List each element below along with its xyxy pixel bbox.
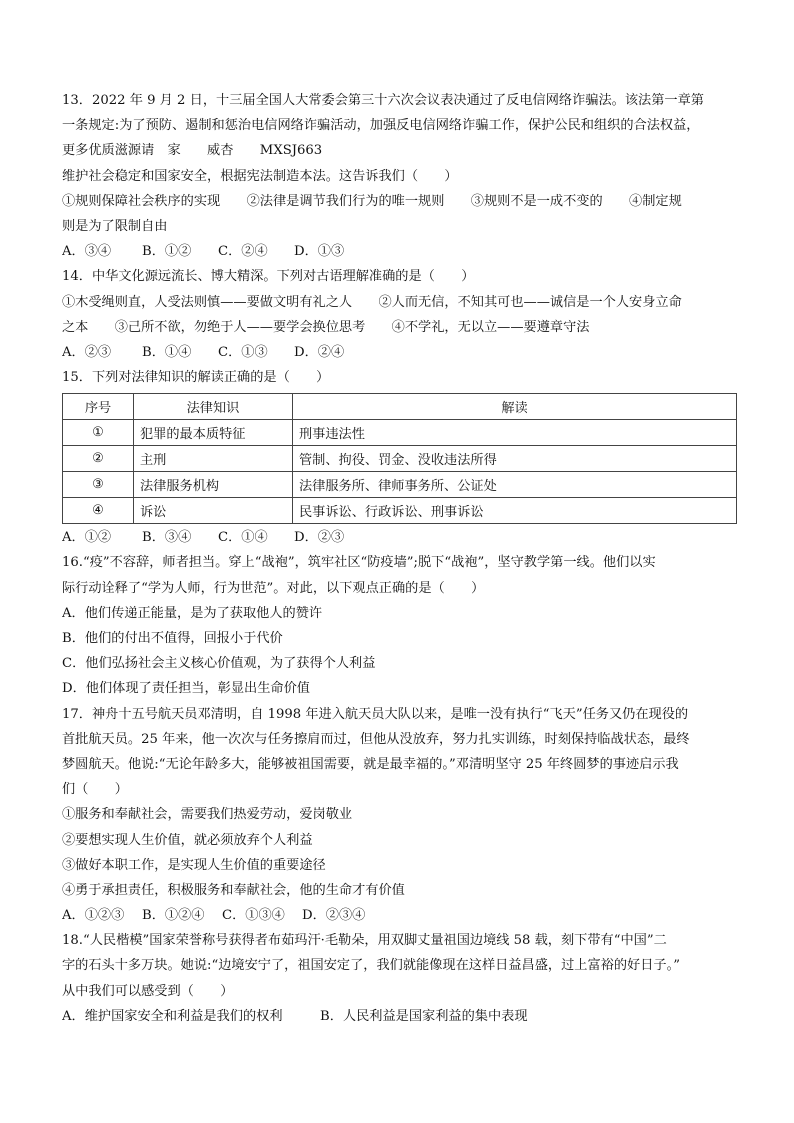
- q17-stem-line-1: 17．神舟十五号航天员邓清明，自 1998 年进入航天员大队以来，是唯一没有执行“飞天”任务又仍在现役的: [62, 706, 689, 722]
- q17-choice-d[interactable]: D．②③④: [302, 908, 366, 924]
- q14-choices: [62, 340, 737, 365]
- q15-choice-a[interactable]: A．①②: [62, 530, 112, 546]
- q15-choice-b[interactable]: B．③④: [142, 530, 192, 546]
- q13-choices: [62, 239, 737, 264]
- row-number: ④: [63, 498, 134, 524]
- q13-choice-d[interactable]: D．①③: [294, 244, 345, 260]
- table-row: [63, 498, 737, 524]
- q14-choice-d[interactable]: D．②④: [294, 344, 345, 360]
- row-number: ②: [63, 446, 134, 472]
- q14-options-line-2: 之本 ③己所不欲，勿绝于人——要学会换位思考 ④不学礼，无以立——要遵章守法: [62, 319, 590, 335]
- q15-choice-d[interactable]: D．②③: [294, 530, 345, 546]
- q16-choice-d[interactable]: D．他们体现了责任担当，彰显出生命价值: [62, 681, 310, 697]
- table-row: [63, 446, 737, 472]
- q13-stem-line-4: 维护社会稳定和国家安全，根据宪法制造本法。这告诉我们（ ）: [62, 168, 458, 184]
- q18-choice-a[interactable]: A．维护国家安全和利益是我们的权利: [62, 1008, 283, 1024]
- row-interpretation: 刑事违法性: [293, 420, 737, 446]
- q18-stem-line-3: 从中我们可以感受到（ ）: [62, 983, 234, 999]
- exam-page: [62, 88, 737, 1029]
- q18-stem-line-1: 18.“人民楷模”国家荣誉称号获得者布茹玛汗·毛勒朵，用双脚丈量祖国边境线 58 载，刻下带有“中国”二: [62, 933, 667, 949]
- q17-stem-line-2: 首批航天员。25 年来，他一次次与任务擦肩而过，但他从没放弃，努力扎实训练，时刻保持临战状态，最终: [62, 731, 690, 747]
- q17-stem-line-3: 梦圆航天。他说:“无论年龄多大，能够被祖国需要，就是最幸福的。”邓清明坚守 25 年终圆梦的事迹启示我: [62, 756, 679, 772]
- q14-choice-c[interactable]: C．①③: [218, 344, 268, 360]
- table-row: [63, 420, 737, 446]
- row-interpretation: 民事诉讼、行政诉讼、刑事诉讼: [293, 498, 737, 524]
- q13-choice-b[interactable]: B．①②: [142, 244, 192, 260]
- law-knowledge-table: [62, 393, 737, 524]
- table-row: [63, 472, 737, 498]
- row-number: ①: [63, 420, 134, 446]
- q14-choice-b[interactable]: B．①④: [142, 344, 192, 360]
- q13-watermark-line: 更多优质滋源请 家 威杏 MXSJ663: [62, 143, 323, 159]
- q15-choices: [62, 525, 737, 550]
- q13-options-line-2: 则是为了限制自由: [62, 218, 168, 234]
- q13-stem-line-2: 一条规定:为了预防、遏制和惩治电信网络诈骗活动，加强反电信网络诈骗工作，保护公民和组织的合法权益，: [62, 118, 700, 134]
- row-number: ③: [63, 472, 134, 498]
- question-17: [62, 702, 737, 929]
- header-number: 序号: [63, 394, 134, 420]
- q17-option-4: ④勇于承担责任，积极服务和奉献社会，他的生命才有价值: [62, 882, 405, 898]
- question-15: [62, 365, 737, 550]
- q15-choice-c[interactable]: C．①④: [218, 530, 268, 546]
- q16-choice-a[interactable]: A．他们传递正能量，是为了获取他人的赞许: [62, 605, 323, 621]
- row-knowledge: 犯罪的最本质特征: [134, 420, 293, 446]
- header-interpretation: 解读: [293, 394, 737, 420]
- q16-stem-line-1: 16.“疫”不容辞，师者担当。穿上“战袍”，筑牢社区“防疫墙”;脱下“战袍”，坚守教学第一线。他们以实: [62, 555, 656, 571]
- q17-choice-a[interactable]: A．①②③: [62, 908, 125, 924]
- q18-choice-b[interactable]: B．人民利益是国家利益的集中表现: [320, 1008, 528, 1024]
- header-knowledge: 法律知识: [134, 394, 293, 420]
- q13-options-line-1: ①规则保障社会秩序的实现 ②法律是调节我们行为的唯一规则 ③规则不是一成不变的 ④制定规: [62, 193, 682, 209]
- q14-options-line-1: ①木受绳则直，人受法则慎——要做文明有礼之人 ②人而无信，不知其可也——诚信是一个人安身立命: [62, 294, 682, 310]
- q16-choice-b[interactable]: B．他们的付出不值得，回报小于代价: [62, 631, 283, 646]
- q17-choices: [62, 903, 737, 928]
- q18-choices: [62, 1004, 737, 1029]
- q18-stem-line-2: 字的石头十多万块。她说:“边境安宁了，祖国安定了，我们就能像现在这样日益昌盛，过上富裕的好日子。”: [62, 958, 680, 974]
- row-interpretation: 法律服务所、律师事务所、公证处: [293, 472, 737, 498]
- q17-stem-line-4: 们（ ）: [62, 782, 128, 798]
- q13-stem-line-1: 13．2022 年 9 月 2 日，十三届全国人大常委会第三十六次会议表决通过了反电信网络诈骗法。该法第一章第: [62, 93, 704, 108]
- row-knowledge: 法律服务机构: [134, 472, 293, 498]
- row-knowledge: 主刑: [134, 446, 293, 472]
- question-13: [62, 88, 737, 264]
- q14-choice-a[interactable]: A．②③: [62, 344, 112, 360]
- q16-stem-line-2: 际行动诠释了“学为人师，行为世范”。对此，以下观点正确的是（ ）: [62, 580, 485, 596]
- q16-choice-c[interactable]: C．他们弘扬社会主义核心价值观，为了获得个人利益: [62, 656, 376, 672]
- q13-choice-a[interactable]: A．③④: [62, 244, 112, 260]
- q17-choice-c[interactable]: C．①③④: [222, 908, 285, 924]
- q14-stem: 14．中华文化源远流长、博大精深。下列对古语理解准确的是（ ）: [62, 269, 475, 285]
- question-16: [62, 550, 737, 701]
- table-header-row: [63, 394, 737, 420]
- q17-option-2: ②要想实现人生价值，就必须放弃个人利益: [62, 832, 313, 848]
- q17-option-3: ③做好本职工作，是实现人生价值的重要途径: [62, 857, 326, 873]
- q17-choice-b[interactable]: B．①②④: [142, 908, 205, 924]
- q17-option-1: ①服务和奉献社会，需要我们热爱劳动，爱岗敬业: [62, 807, 353, 823]
- q15-stem: 15．下列对法律知识的解读正确的是（ ）: [62, 370, 330, 386]
- row-knowledge: 诉讼: [134, 498, 293, 524]
- question-14: [62, 264, 737, 365]
- row-interpretation: 管制、拘役、罚金、没收违法所得: [293, 446, 737, 472]
- question-18: [62, 928, 737, 1029]
- q13-choice-c[interactable]: C．②④: [218, 244, 268, 260]
